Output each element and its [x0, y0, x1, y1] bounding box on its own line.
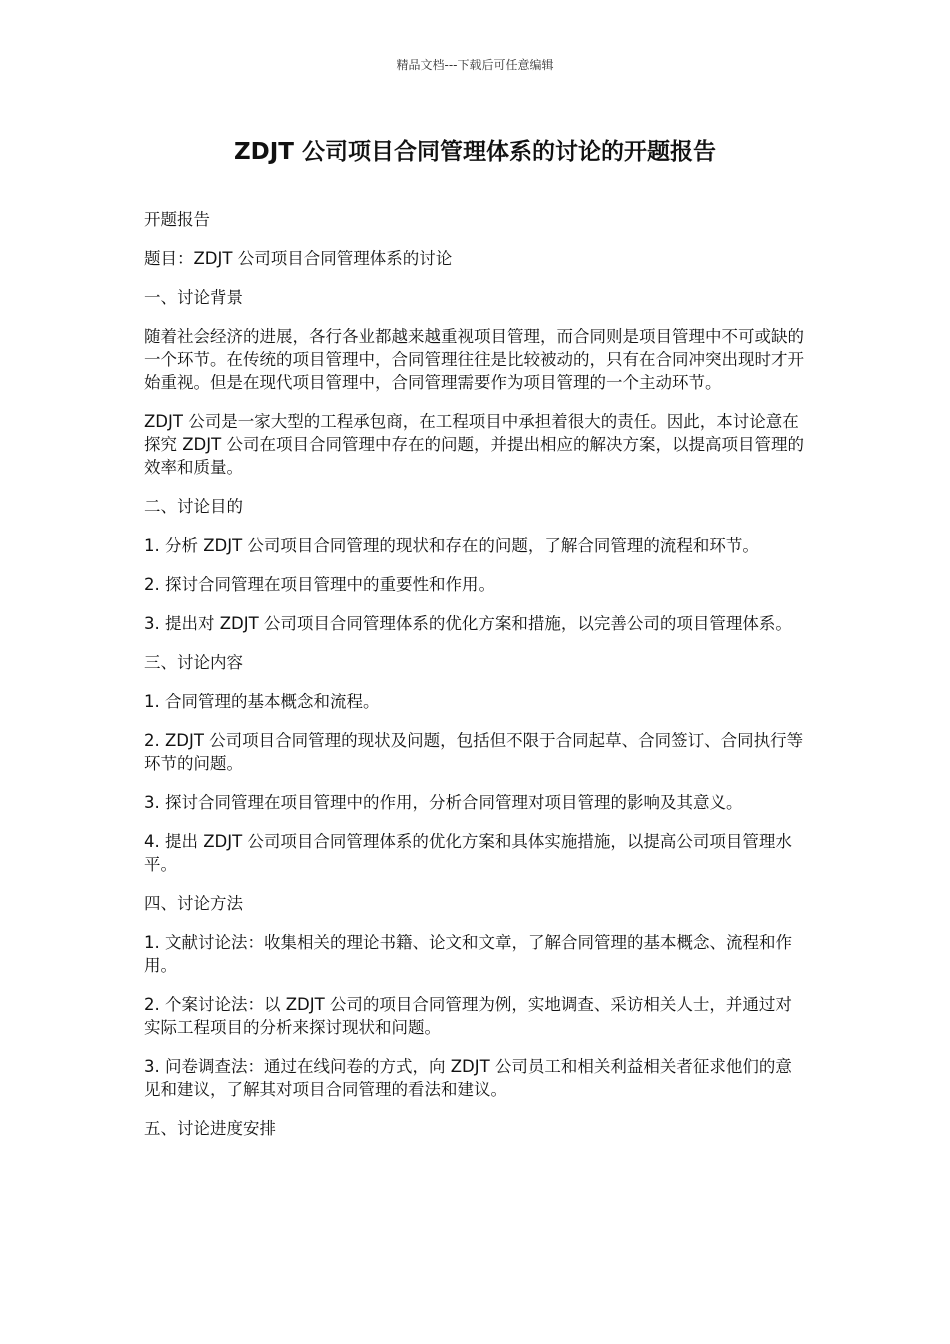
list-item: 1. 文献讨论法：收集相关的理论书籍、论文和文章，了解合同管理的基本概念、流程和作用。 — [144, 933, 792, 975]
document-title: ZDJT 公司项目合同管理体系的讨论的开题报告 — [233, 139, 717, 165]
list-item: 3. 提出对 ZDJT 公司项目合同管理体系的优化方案和措施，以完善公司的项目管理体系。 — [144, 614, 792, 633]
section-heading: 五、讨论进度安排 — [144, 1119, 276, 1138]
paragraph: ZDJT 公司是一家大型的工程承包商，在工程项目中承担着很大的责任。因此，本讨论意在探究 ZDJT 公司在项目合同管理中存在的问题，并提出相应的解决方案，以提高项目管理的效率和质量。 — [144, 412, 804, 477]
list-item: 4. 提出 ZDJT 公司项目合同管理体系的优化方案和具体实施措施，以提高公司项目管理水平。 — [144, 832, 792, 874]
paragraph: 开题报告 — [144, 210, 210, 229]
header-note: 精品文档---下载后可任意编辑 — [396, 58, 554, 72]
list-item: 1. 合同管理的基本概念和流程。 — [144, 692, 380, 711]
paragraph: 随着社会经济的进展，各行各业都越来越重视项目管理，而合同则是项目管理中不可或缺的一个环节。在传统的项目管理中，合同管理往往是比较被动的，只有在合同冲突出现时才开始重视。但是在现代项目管理中，合同管理需要作为项目管理的一个主动环节。 — [144, 327, 804, 392]
paragraph: 题目：ZDJT 公司项目合同管理体系的讨论 — [144, 249, 453, 268]
section-heading: 三、讨论内容 — [144, 653, 243, 672]
list-item: 3. 探讨合同管理在项目管理中的作用，分析合同管理对项目管理的影响及其意义。 — [144, 793, 743, 812]
list-item: 2. 探讨合同管理在项目管理中的重要性和作用。 — [144, 575, 495, 594]
section-heading: 四、讨论方法 — [144, 894, 243, 913]
section-heading: 二、讨论目的 — [144, 497, 243, 516]
list-item: 2. 个案讨论法：以 ZDJT 公司的项目合同管理为例，实地调查、采访相关人士，并通过对实际工程项目的分析来探讨现状和问题。 — [144, 995, 792, 1037]
document-body — [144, 208, 808, 1156]
list-item: 3. 问卷调查法：通过在线问卷的方式，向 ZDJT 公司员工和相关利益相关者征求他们的意见和建议，了解其对项目合同管理的看法和建议。 — [144, 1057, 792, 1099]
list-item: 2. ZDJT 公司项目合同管理的现状及问题，包括但不限于合同起草、合同签订、合同执行等环节的问题。 — [144, 731, 804, 773]
section-heading: 一、讨论背景 — [144, 288, 243, 307]
list-item: 1. 分析 ZDJT 公司项目合同管理的现状和存在的问题，了解合同管理的流程和环节。 — [144, 536, 759, 555]
